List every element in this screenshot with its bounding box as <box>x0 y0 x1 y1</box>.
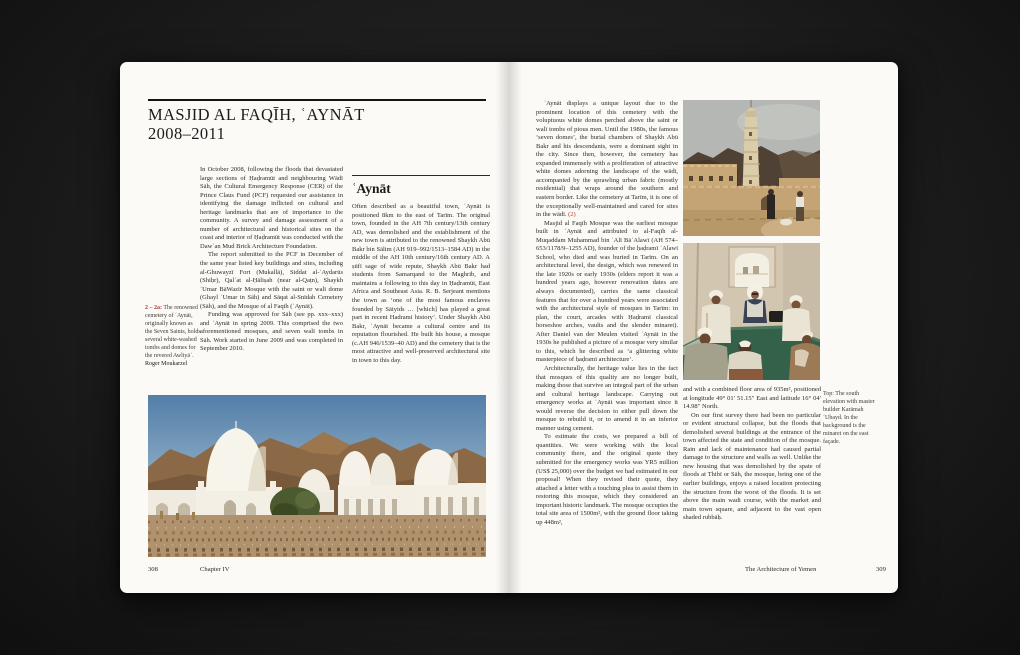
left-column-2 <box>352 203 490 365</box>
page-title-line1: MASJID AL FAQĪH, ʿAYNĀT <box>148 105 365 124</box>
interior-meeting-photo <box>683 243 820 380</box>
right-margin-caption: Top: The south elevation with master builder Karāmah ʿUbayd. In the background is the minaret on the east façade. <box>823 391 875 445</box>
page-title-line2: 2008–2011 <box>148 124 226 143</box>
paragraph: Funding was approved for Sāh (see pp. xxx–xxx) and ʿAynāt in spring 2009. This comprised the two aforementioned mosques, and seven walī tombs in Sāh. Work started in June 2009 and was completed in September 2010. <box>200 311 343 353</box>
paragraph: On our first survey there had been no particular or evident structural collapse, but the floods that demolished several buildings at the entrance of the town affected the state and condition of the mosque. Rain and lack of maintenance had caused partial damage to the structure and walls as well. Unlike the new housing that was demolished by the spate of floods at Thibī or Sāh, the mosque, being one of the earlier buildings, enjoys a raised location protecting the structure from the worst of the floods. It is set above the main wadi course, with the market and main town square, and adjacent to the vast open shaded rubbāḥ. <box>683 411 821 522</box>
right-column-2 <box>683 386 821 523</box>
paragraph: Masjid al Faqīh Mosque was the earliest mosque built in ʿAynāt and attributed to al-Faqīh al-Muqaddam Muhammad bin ʿAlī BāʿAlawī (AH 574–653/1178/9–1255 AD), founder of the ḥaḍramī ʿAlawī School, who died and was buried in Tarīm. On an architectural level, the design, which was renewed in the late 1920s or early 1930s (elders report it was a hundred years ago, however renovation dates are always documented), carries the same classical features that for over a hundred years were associated with the architectural style of mosques in Tarīm: in plan, the court, arcades with Ḥaḍramī classical horseshoe arches, vaults and the slender minaret). After Daniel van der Meulen visited ʿAynāt in the 1930s he published a picture of a mosque very similar to this, which he described as ‘a glittering white masterpiece of ḥaḍramī architecture’. <box>536 219 678 364</box>
section-heading: ʿAynāt <box>352 181 391 196</box>
paragraph: In October 2008, following the floods that devastated large sections of Ḥaḍramūt and neighbouring Wādī Sāh, the Cultural Emergency Response (CER) of the Prince Claus Fund (PCF) requested our assistance in identifying the damage inflicted on cultural and heritage landmarks that are of importance to the community. A survey and damage assessment of a number of architectural and historical sites on the coast and interior of Ḥaḍramūt was conducted with the Dawʿan Mud Brick Architecture Foundation. <box>200 166 343 250</box>
section-rule <box>352 175 490 176</box>
chapter-label: Chapter IV <box>200 566 230 573</box>
title-rule <box>148 99 486 101</box>
paragraph-text: ʿAynāt displays a unique layout due to the prominent location of this cemetery with the voluptuous white domes perched above the saint or walī tombs of pious men. Until the 1980s, the famous ‘seven domes’, the burial chambers of Shaykh Abū Bakr and his descendants, were a dominant sight in the city. Since then, however, the cemetery has expanded immensely with a proliferation of attractive white domes adorning the landscape of the wādī, accompanied by the sprawling urban fabric (mostly residential) that wraps around the southern and eastern border. Like the cemetery at Tarīm, it is one of the exceptionally well-maintained and cared for sites in the wādī. <box>536 100 678 219</box>
left-page-number: 308 <box>148 566 158 573</box>
paragraph: The report submitted to the PCF in December of the same year listed key buildings and sites, including al-Ghuwayzī Fort (Mukallā), Siddat al-ʿAydarūs (Shiḥr), Qalʿat al-Ḥāliṣah (near al-Qaṭn), Shaykh ʿUmar BāWazīr Mosque with the saint or walī dome (Ghayl ʿUmar in Sāh) and Sāqat al-Snīdah Cemetery (Sāh), and the Mosque of al Faqīh (ʿAynāt). <box>200 251 343 310</box>
left-margin-caption <box>145 304 201 368</box>
wall-niche <box>729 247 775 287</box>
left-column-1 <box>200 166 343 354</box>
page-title <box>148 105 365 143</box>
paragraph: and with a combined floor area of 935m², positioned at longitude 49° 01′ 51.15″ East and latitude 16° 04′ 14.98″ North. <box>683 386 821 411</box>
right-page-number: 309 <box>876 566 886 573</box>
paragraph: Often described as a beautiful town, ʿAynāt is positioned 8km to the east of Tarīm. The original town, founded in the AH 7th century/13th century AD, was demolished and the establishment of the new town is attributed to the renowned Shaykh Abū Bakr bin Sālim (AH 919–992/1513–1584 AD) in the middle of the AH 10th century/16th century AD. A ṣūfī sage of wide repute, Shaykh Abū Bakr had students from Samarqand to the Maghrib, and maintains a following to this day in Ḥaḍramūt, East Africa and Southeast Asia. R. B. Serjeant mentions the town as ‘one of the most famous enclaves founded by Sāiyids … [which] has played a great part in recent Hadrami history’. Under Shaykh Abū Bakr, ʿAynāt became a cultural centre and its reputation flourished. He built his house, a mosque (c.AH 946/1539–40 AD) and the cemetery that is the most attractive and well-preserved architectural site in town to this day. <box>352 203 490 364</box>
caption-text: The renowned cemetery of ʿAynāt, originally known as the Seven Saints, holds several white-washed tombs and domes for the revered Awliyāʾ. <box>145 305 201 359</box>
rocky-foreground <box>148 511 486 557</box>
paragraph: Architecturally, the heritage value lies in the fact that mosques of this quality are no longer built, making those that survive an integral part of the urban and cultural heritage landscape. Carrying out emergency works at ʿAynāt was important since it would reverse the decision to either pull down the mosque to rebuild it, or to amend it in an inferior manner using cement. <box>536 364 678 432</box>
book-spread <box>120 62 898 593</box>
figure-reference: (2) <box>568 211 576 219</box>
caption-number: 2 – 2a: <box>145 305 162 311</box>
caption-credit: Roger Moukarzel <box>145 361 188 367</box>
right-column-1 <box>536 100 678 527</box>
aynat-cemetery-photo <box>148 395 486 557</box>
book-title-footer: The Architecture of Yemen <box>745 566 817 573</box>
paragraph: To estimate the costs, we prepared a bill of quantities. We were working with the local community there, and the original quote they submitted for the emergency works was YR5 million (US$ 25,000) over the budget we had estimated in our proposal! When they revised their quote, they attached a letter with a touching plea to assist them in restoring this mosque, which they considered an important historic landmark. The mosque occupies the total site area of 1500m², with the ground floor taking up 448m², <box>536 433 678 526</box>
mosque-exterior-photo <box>683 100 820 236</box>
paragraph <box>536 100 678 220</box>
page-gutter <box>496 62 522 593</box>
